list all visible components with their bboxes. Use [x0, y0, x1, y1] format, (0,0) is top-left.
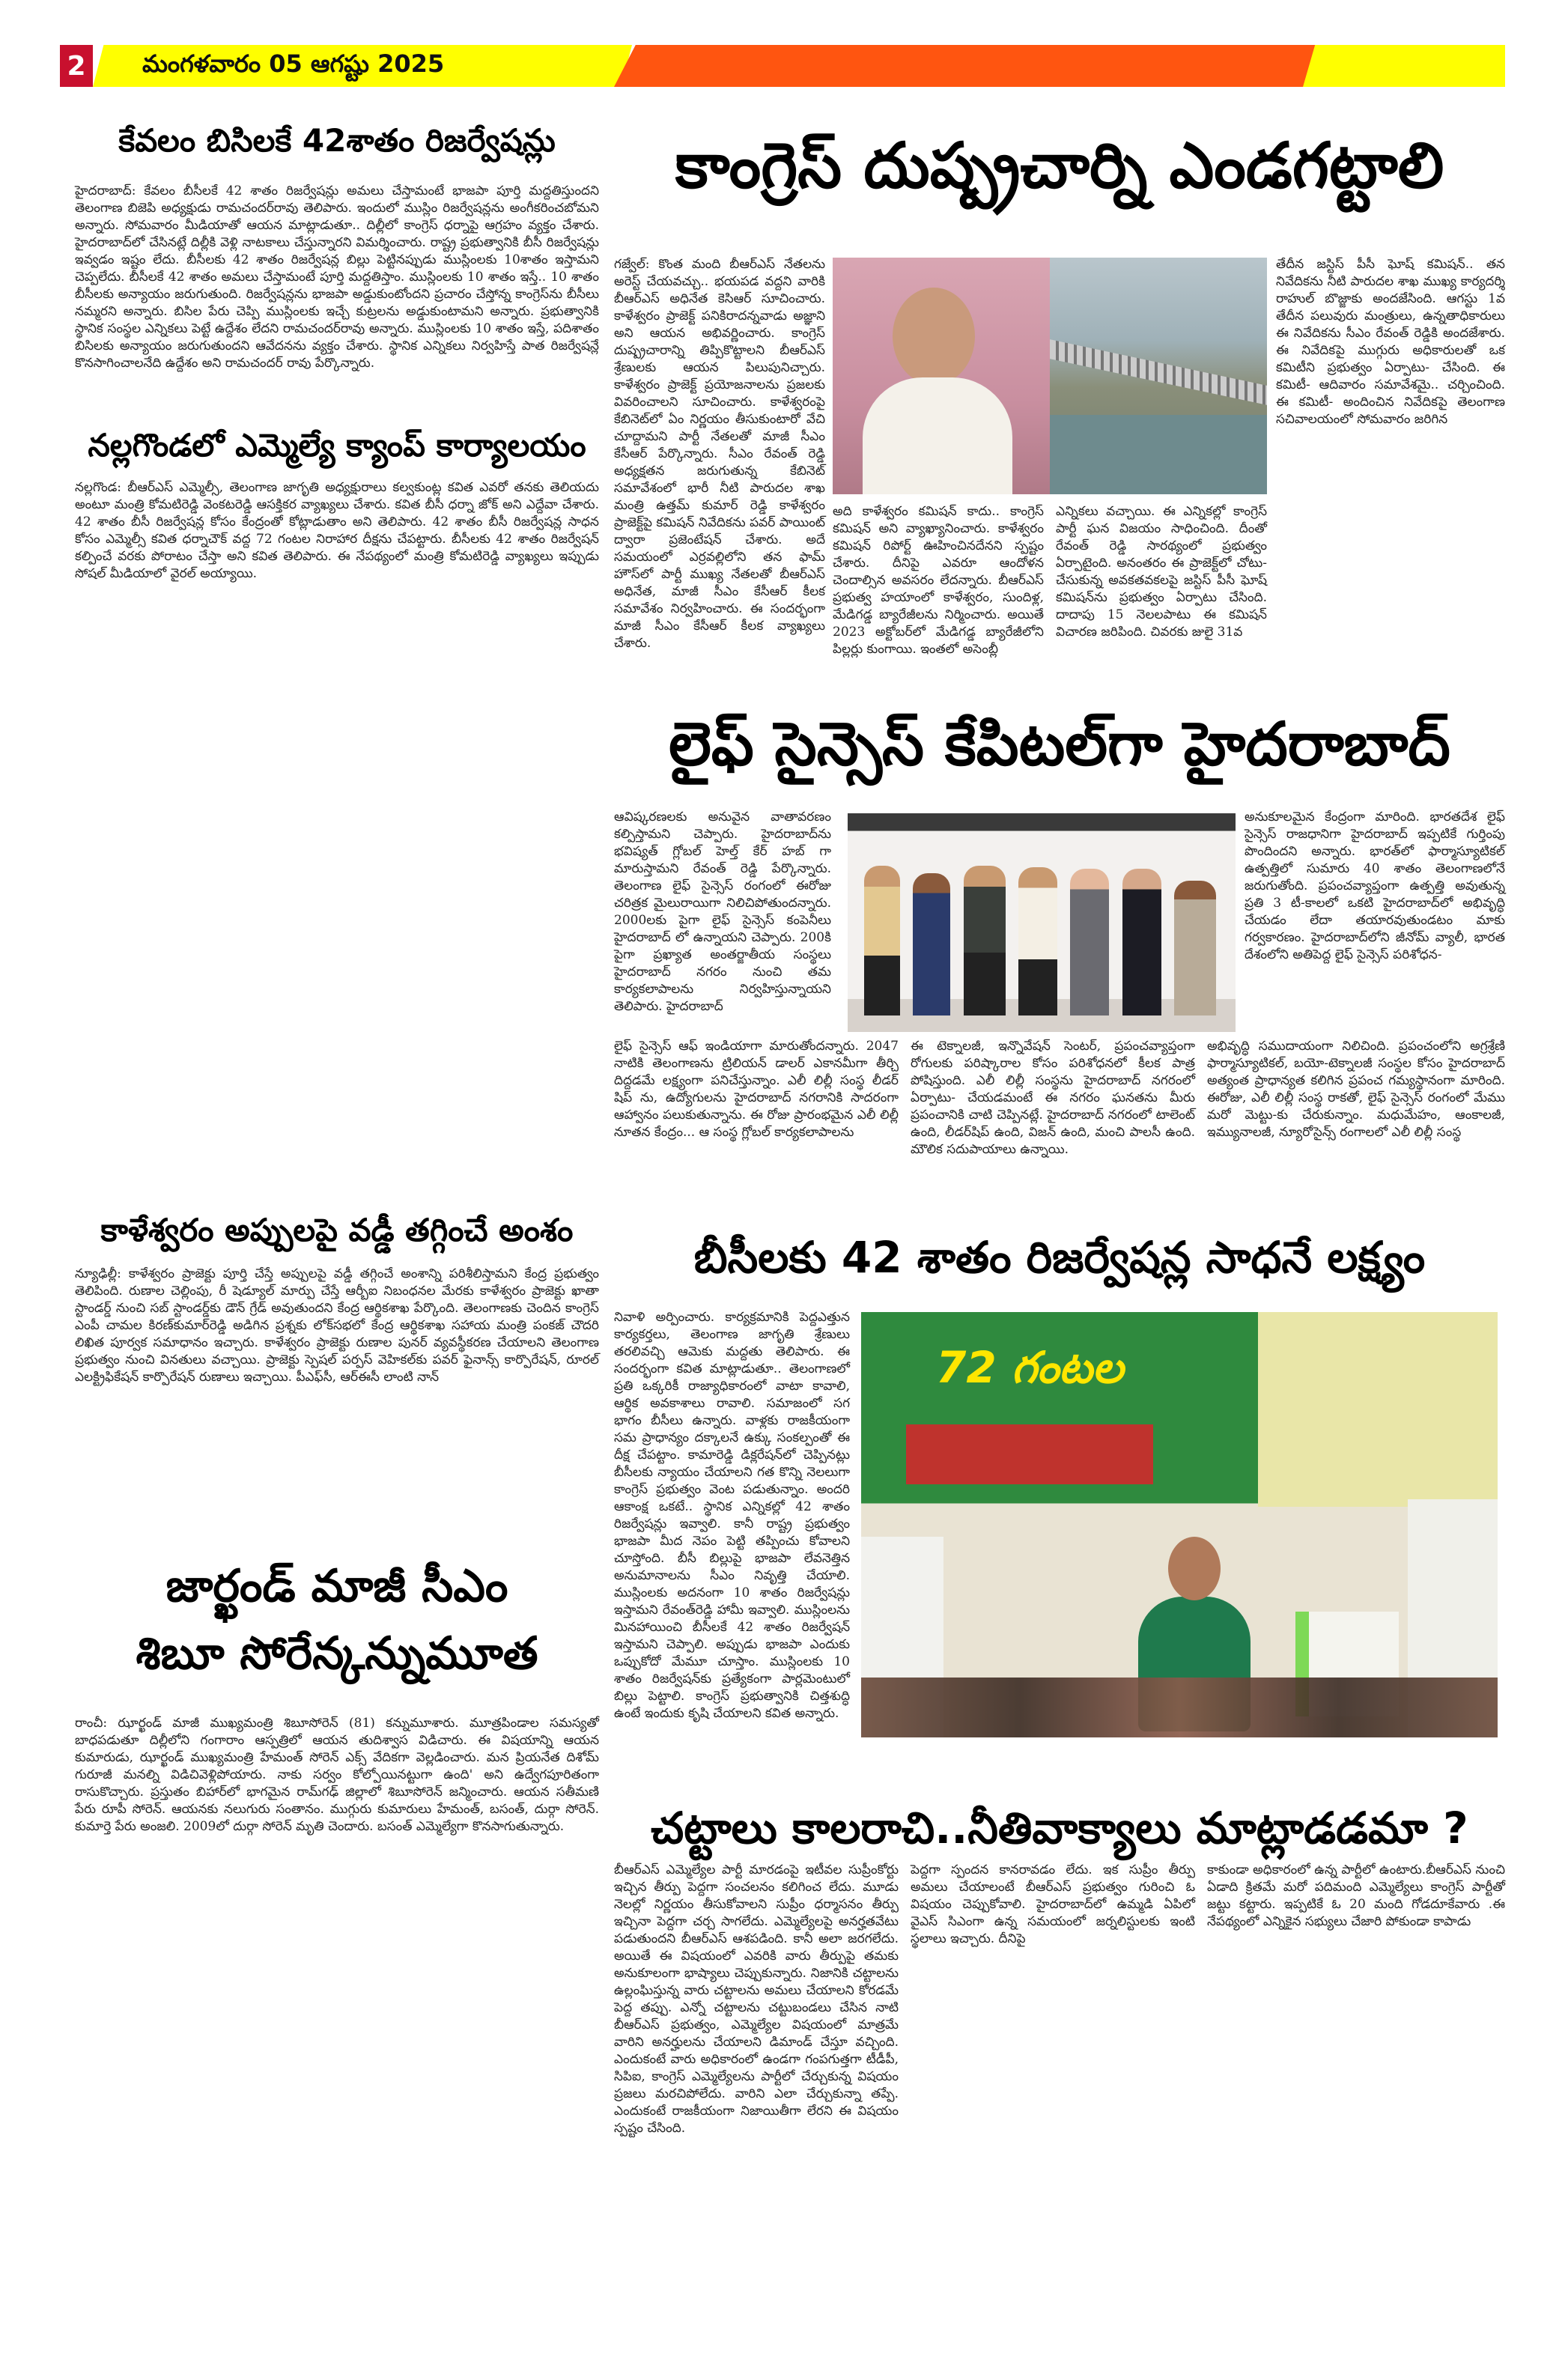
article-body-nalgonda: నల్లగొండ: బీఆర్ఎస్ ఎమ్మెల్సీ, తెలంగాణ జాగృతి అధ్యక్షురాలు కల్వకుంట్ల కవిత ఎవరో తనకు తెలియదు అంటూ మంత్రి కోమటిరెడ్డి వెంకటరెడ్డి ఆసక్తికర వ్యాఖ్యలు చేశారు. కవిత బీసీ ధర్నా జోక్ అని ఎద్దేవా చేశారు. 42 శాతం బీసీ రిజర్వేషన్ల కోసం కేంద్రంతో కోట్లాడుతాం అని తెలిపారు. 42 శాతం బీసీ రిజర్వేషన్ల సాధన కోసం ఎమ్మెల్సీ కవిత ధర్నాచౌక్ వద్ద 72 గంటల నిరాహార దీక్షను చేపట్టారు. బీసీలకు 42 శాతం రిజర్వేషన్ కల్పించే వరకు పోరాటం చేస్తా అని కవిత తెలిపారు. ఈ నేపథ్యంలో మంత్రి కోమటిరెడ్డి వ్యాఖ్యలు ఇప్పుడు సోషల్ మీడియాలో వైరల్ అయ్యాయి. — [75, 480, 599, 581]
congress-col-3: ఎన్నికలు వచ్చాయి. ఈ ఎన్నికల్లో కాంగ్రెస్ పార్టీ ఘన విజయం సాధించింది. దీంతో రేవంత్ రెడ్డి సారథ్యంలో ప్రభుత్వం ఏర్పాటైంది. అనంతరం ఈ ప్రాజెక్ట్‌లో చోటు- చేసుకున్న అవకతవకలపై జస్టిస్ పీసీ ఘోష్ కమిషన్‌ను ప్రభుత్వం ఏర్పాటు చేసింది. దాదాపు 15 నెలలపాటు ఈ కమిషన్ విచారణ జరిపింది. చివరకు జులై 31వ — [1056, 504, 1267, 640]
photo-banner-text: 72 గంటల — [936, 1342, 1124, 1393]
photo-kavitha-hunger-strike — [861, 1312, 1498, 1737]
headline-life-sciences: లైఫ్ సైన్సెస్ కేపిటల్‌గా హైదరాబాద్ — [669, 709, 1450, 779]
photo-group-of-dignitaries — [864, 851, 1216, 1015]
photo-medigadda-barrage — [1050, 258, 1267, 494]
article-body-shibu-soren: రాంచీ: ఝార్ఖండ్ మాజీ ముఖ్యమంత్రి శిబూసోరెన్ (81) కన్నుమూశారు. మూత్రపిండాల సమస్యతో బాధపడుతూ దిల్లీలోని గంగారాం ఆస్పత్రిలో ఆయన తుదిశ్వాస విడిచారు. ఈ విషయాన్ని ఆయన కుమారుడు, ఝార్ఖండ్ ముఖ్యమంత్రి హేమంత్ సోరెన్ ఎక్స్ వేదికగా వెల్లడించారు. మన ప్రియనేత దిశోమ్ గురూజీ మనల్ని విడిచివెళ్లిపోయారు. నాకు సర్వం కోల్పోయినట్టుగా ఉంది' అని ఉద్వేగపూరితంగా రాసుకొచ్చారు. ప్రస్తుతం బిహార్‌లో భాగమైన రామ్‌గఢ్ జిల్లాలో శిబూసోరెన్ జన్మించారు. ఆయన సతీమణి పేరు రూపీ సోరెన్. ఆయనకు నలుగురు సంతానం. ముగ్గురు కుమారులు హేమంత్, బసంత్, దుర్గా సోరెన్. కుమార్తె పేరు అంజలి. 2009లో దుర్గా సోరెన్ మృతి చెందారు. బసంత్ ఎమ్మెల్యేగా కొనసాగుతున్నారు. — [75, 1716, 599, 1834]
life-sciences-col-1: ఆవిష్కరణలకు అనువైన వాతావరణం కల్పిస్తామని చెప్పారు. హైదరాబాద్‌ను భవిష్యత్ గ్లోబల్ హెల్త్ కేర్ హబ్ గా మారుస్తామని రేవంత్ రెడ్డి పేర్కొన్నారు. తెలంగాణ లైఫ్ సైన్సెస్ రంగంలో ఈరోజు చరిత్రక మైలురాయిగా నిలిచిపోతుందన్నారు. 2000లకు పైగా లైఫ్ సైన్సెస్ కంపెనీలు హైదరాబాద్ లో ఉన్నాయని చెప్పారు. 200కి పైగా ప్రఖ్యాత అంతర్జాతీయ సంస్థలు హైదరాబాద్ నగరం నుంచి తమ కార్యకలాపాలను నిర్వహిస్తున్నాయని తెలిపారు. హైదరాబాద్ — [614, 810, 831, 1014]
laws-col-1: బీఆర్ఎస్ ఎమ్మెల్యేల పార్టీ మారడంపై ఇటీవల సుప్రీంకోర్టు ఇచ్చిన తీర్పు పెద్దగా సంచలనం కలిగించ లేదు. మూడు నెలల్లో నిర్ణయం తీసుకోవాలని సుప్రీం ధర్మాసనం తీర్పు ఇచ్చినా పెద్దగా చర్చ సాగలేదు. ఎమ్మెల్యేలపై అనర్హతవేటు పడుతుందని బీఆర్ఎస్ ఆశపడింది. కానీ అలా జరగలేదు. అయితే ఈ విషయంలో ఎవరికి వారు తీర్పుపై తమకు అనుకూలంగా భాష్యాలు చెప్పుకున్నారు. నిజానికి చట్టాలను ఉల్లంఘిస్తున్న వారు చట్టాలను అమలు చేయాలని కోరడమే పెద్ద తప్పు. ఎన్నో చట్టాలను చట్టుబండలు చేసిన నాటి బీఆర్ఎస్ ప్రభుత్వం, ఎమ్మెల్యేల విషయంలో మాత్రమే వారిని అనర్హులను చేయాలని డిమాండ్ చేస్తూ వచ్చింది. ఎందుకంటే వారు అధికారంలో ఉండగా గంపగుత్తగా టీడీపీ, సిపిఐ, కాంగ్రెస్ ఎమ్మెల్యేలను పార్టీలో చేర్చుకున్న విషయం ప్రజలు మరచిపోలేదు. వారిని ఎలా చేర్చుకున్నా తప్పే. ఎందుకంటే రాజకీయంగా నిజాయితీగా లేరని ఈ విషయం స్పష్టం చేసింది. — [614, 1862, 899, 2136]
life-sciences-col-a: లైఫ్ సైన్సెస్ ఆఫ్ ఇండియాగా మారుతోందన్నారు. 2047 నాటికి తెలంగాణను ట్రిలియన్ డాలర్ ఎకానమీగా తీర్చి దిద్దడమే లక్ష్యంగా పనిచేస్తున్నాం. ఎలీ లిల్లీ సంస్థ లీడర్ షిప్ ను, ఉద్యోగులను హైదరాబాద్ నగరానికి సాదరంగా ఆహ్వానం పలుకుతున్నాను. ఈ రోజు ప్రారంభమైన ఎలీ లిల్లీ నూతన కేంద్రం... ఆ సంస్థ గ్లోబల్ కార్యకలాపాలను — [614, 1039, 899, 1140]
photo-kcr-barrage — [833, 258, 1267, 494]
article-body-kaleshwaram-interest: న్యూఢిల్లీ: కాళేశ్వరం ప్రాజెక్టు పూర్తి చేస్తే అప్పులపై వడ్డీ తగ్గించే అంశాన్ని పరిశీలిస్తామని కేంద్ర ప్రభుత్వం తెలిపింది. రుణాల చెల్లింపు, రీ షెడ్యూల్ మార్పు చేస్తే ఆర్బీఐ నిబంధనల మేరకు కాళేశ్వరం ప్రాజెక్టు ఖాతా స్టాండర్డ్ నుంచి సబ్ స్టాండర్డ్‌కు డౌన్ గ్రేడ్ అవుతుందని కేంద్ర ఆర్థికశాఖ పేర్కొంది. తెలంగాణకు చెందిన కాంగ్రెస్ ఎంపీ చామల కిరణ్‌కుమార్‌రెడ్డి అడిగిన ప్రశ్నకు లోక్‌సభలో కేంద్ర ఆర్థికశాఖ సహాయ మంత్రి పంకజ్ చౌదరి లిఖిత పూర్వక సమాధానం ఇచ్చారు. కాళేశ్వరం ప్రాజెక్టు రుణాల పునర్ వ్యవస్థీకరణ చేయాలని తెలంగాణ ప్రభుత్వం నుంచి వినతులు వచ్చాయి. ప్రాజెక్టు స్పెషల్ పర్పస్ వెహికల్‌కు పవర్ ఫైనాన్స్ కార్పొరేషన్, రూరల్ ఎలక్ట్రిఫికేషన్ కార్పొరేషన్ రుణాలు ఇచ్చాయి. పీఎఫ్‌సీ, ఆర్ఈసీ లాంటి నాన్ — [75, 1266, 599, 1385]
article-body-bc-target: నివాళి అర్పించారు. కార్యక్రమానికి పెద్దఎత్తున కార్యకర్తలు, తెలంగాణ జాగృతి శ్రేణులు తరలివచ్చి ఆమెకు మద్దతు తెలిపారు. ఈ సందర్భంగా కవిత మాట్లాడుతూ.. తెలంగాణలో ప్రతి ఒక్కరికీ రాజ్యాధికారంలో వాటా కావాలి, ఆర్థిక అవకాశాలు రావాలి. సమాజంలో సగ భాగం బీసీలు ఉన్నారు. వాళ్లకు రాజకీయంగా సమ ప్రాధాన్యం దక్కాలనే ఉక్కు సంకల్పంతో ఈ దీక్ష చేపట్టాం. కామారెడ్డి డిక్లరేషన్‌లో చెప్పినట్లు బీసీలకు న్యాయం చేయాలని గత కొన్ని నెలలుగా కాంగ్రెస్ ప్రభుత్వం వెంట పడుతున్నాం. అందరి ఆకాంక్ష ఒకటే.. స్థానిక ఎన్నికల్లో 42 శాతం రిజర్వేషన్లు ఇవ్వాలి. కానీ రాష్ట్ర ప్రభుత్వం భాజపా మీద నెపం పెట్టి తప్పించు కోవాలని చూస్తోంది. బీసీ బిల్లుపై భాజపా లేవనెత్తిన అనుమానాలను సీఎం నివృత్తి చేయాలి. ముస్లింలకు అదనంగా 10 శాతం రిజర్వేషన్లు ఇస్తామని రేవంత్‌రెడ్డి హామీ ఇవ్వాలి. ముస్లింలను మినహాయించి బీసీలకే 42 శాతం రిజర్వేషన్ ఇస్తామని చెప్పాలి. అప్పుడు భాజపా ఎందుకు ఒప్పుకోదో మేమూ చూస్తాం. ముస్లింలకు 10 శాతం రిజర్వేషన్‌కు ప్రత్యేకంగా పార్లమెంటులో బిల్లు పెట్టాలి. కాంగ్రెస్ ప్రభుత్వానికి చిత్తశుద్ధి ఉంటే ఇందుకు కృషి చేయాలని కవిత అన్నారు. — [614, 1310, 850, 1721]
page-number: 2 — [60, 45, 93, 87]
photo-kcr-portrait — [833, 258, 1050, 494]
headline-bc-target: బీసీలకు 42 శాతం రిజర్వేషన్ల సాధనే లక్ష్యం — [693, 1232, 1426, 1283]
headline-bc-reservations: కేవలం బిసిలకే 42శాతం రిజర్వేషన్లు — [118, 122, 556, 159]
photo-eli-lilly-event — [848, 813, 1236, 1032]
congress-col-2: అది కాళేశ్వరం కమిషన్ కాదు.. కాంగ్రెస్ కమిషన్ అని వ్యాఖ్యానించారు. కాళేశ్వరం కమిషన్ రిపోర్ట్ ఊహించినదేనని స్పష్టం చేశారు. దీనిపై ఎవరూ ఆందోళన చెందాల్సిన అవసరం లేదన్నారు. బీఆర్ఎస్ ప్రభుత్వ హయాంలో కాళేశ్వరం, సుందిళ్ల, మేడిగడ్డ బ్యారేజీలను నిర్మించారు. అయితే 2023 అక్టోబర్‌లో మేడిగడ్డ బ్యారేజీలోని పిల్లర్లు కుంగాయి. ఇంతలో అసెంబ్లీ — [833, 504, 1044, 657]
laws-col-3: కాకుండా అధికారంలో ఉన్న పార్టీలో ఉంటారు.బీఆర్ఎస్ నుంచి ఏడాది క్రితమే మరో పదిమంది ఎమ్మెల్యేలు కాంగ్రెస్ పార్టీతో జట్టు కట్టారు. ఇప్పటికే ఓ 20 మంది గోడదూకేవారు .ఈ నేపథ్యంలో ఎన్నికైన సభ్యులు చేజారి పోకుండా కాపాడు — [1207, 1862, 1505, 1929]
congress-col-1: గజ్వేల్: కొంత మంది బీఆర్ఎస్ నేతలను అరెస్ట్ చేయవచ్చు.. భయపడ వద్దని వారికి బీఆర్ఎస్ అధినేత కెసిఆర్ సూచించారు. కాళేశ్వరం ప్రాజెక్ట్ పనికిరాదన్నవాడు అజ్ఞాని అని ఆయన అభివర్ణించారు. కాంగ్రెస్ దుష్ప్రచారాన్ని తిప్పికొట్టాలని బీఆర్ఎస్ శ్రేణులకు ఆయన పిలుపునిచ్చారు. కాళేశ్వరం ప్రాజెక్ట్ ప్రయోజనాలను ప్రజలకు వివరించాలని సూచించారు. కాళేశ్వరంపై కేబినెట్‌లో ఏం నిర్ణయం తీసుకుంటారో వేచి చూద్దామని పార్టీ నేతలతో మాజీ సీఎం కేసీఆర్ పేర్కొన్నారు. సీఎం రేవంత్ రెడ్డి అధ్యక్షతన జరుగుతున్న కేబినెట్ సమావేశంలో భారీ నీటి పారుదల శాఖ మంత్రి ఉత్తమ్ కుమార్ రెడ్డి కాళేశ్వరం ప్రాజెక్ట్‌పై కమిషన్ నివేదికను పవర్ పాయింట్ ద్వారా ప్రజెంటేషన్ చేశారు. అదే సమయంలో ఎర్రవల్లిలోని తన ఫామ్ హౌస్‌లో పార్టీ ముఖ్య నేతలతో బీఆర్ఎస్ అధినేత, మాజీ సీఎం కేసీఆర్ కీలక సమావేశం నిర్వహించారు. ఈ సందర్భంగా మాజీ సీఎం కేసీఆర్ కీలక వ్యాఖ్యలు చేశారు. — [614, 257, 825, 651]
headline-shibu-soren-line1: జార్ఖండ్ మాజీ సీఎం — [165, 1560, 508, 1612]
headline-shibu-soren-line2: శిబూ సోరేన్కన్నుమూత — [136, 1627, 538, 1680]
page-header-band — [60, 45, 1505, 87]
headline-nalgonda: నల్లగొండలో ఎమ్మెల్యే క్యాంప్ కార్యాలయం — [88, 427, 586, 464]
congress-col-4: తేదీన జస్టిస్ పీసీ ఘోష్ కమిషన్.. తన నివేదికను నీటి పారుదల శాఖ ముఖ్య కార్యదర్శి రాహుల్ బొజ్జాకు అందజేసింది. ఆగస్టు 1వ తేదీన పలువురు మంత్రులు, ఉన్నతాధికారులు ఈ నివేదికను సీఎం రేవంత్ రెడ్డికి అందజేశారు. ఈ నివేదికపై ముగ్గురు అధికారులతో ఒక కమిటీని ప్రభుత్వం ఏర్పాటు- చేసింది. ఈ కమిటీ- ఆదివారం సమావేశమై.. చర్చించింది. ఈ కమిటీ- అందించిన నివేదికపై తెలంగాణ సచివాలయంలో సోమవారం జరిగిన — [1276, 257, 1505, 427]
article-body-bc-reservations: హైదరాబాద్: కేవలం బీసీలకే 42 శాతం రిజర్వేషన్లు అమలు చేస్తామంటే భాజపా పూర్తి మద్దతిస్తుందని తెలంగాణ బిజెపి అధ్యక్షుడు రామచందర్‌రావు తెలిపారు. ఇందులో ముస్లిం రిజర్వేషన్లను అంగీకరించబోమని అన్నారు. సోమవారం మీడియాతో ఆయన మాట్లాడుతూ.. దిల్లీలో కాంగ్రెస్ ధర్నాపై ఆగ్రహం వ్యక్తం చేశారు. హైదరాబాద్‌లో చేసినట్లే దిల్లీకి వెళ్లి నాటకాలు చేస్తున్నారని విమర్శించారు. రాష్ట్ర ప్రభుత్వానికి బీసీ రిజర్వేషన్లు ఇవ్వడం ఇష్టం లేదు. బీసీలకు 42 శాతం రిజర్వేషన్ల బిల్లు పెట్టినప్పుడు ముస్లింలకు 10శాతం ఇస్తామని చెప్పలేదు. బీసీలకే 42 శాతం అమలు చేస్తామంటే పూర్తి మద్దతిస్తాం. ముస్లింలకు 10 శాతం ఇస్తే.. 10 శాతం బీసీలకు అన్యాయం జరుగుతుంది. రిజర్వేషన్లను భాజపా అడ్డుకుంటోందని ప్రచారం చేస్తోన్న కాంగ్రెస్‌ను బీసీలు నమ్మరని అన్నారు. బిసిల పేరు చెప్పి ముస్లింలకు ఇచ్చే కుట్రలను అడ్డుకుంటామని అన్నారు. ప్రభుత్వానికి స్థానిక సంస్థల ఎన్నికలు పెట్టే ఉద్దేశం లేదని రామచందర్‌రావు అన్నారు. ముస్లింలకు 10 శాతం ఇస్తే, పదిశాతం బిసిలకు అన్యాయం జరుగుతుందని ఆవేదనను వ్యక్తం చేశారు. స్థానిక ఎన్నికలు నిర్వహిస్తే పాత రిజర్వేషన్లే కొనసాగించాలనేది ఉద్దేశం అని రామచందర్ రావు పేర్కొన్నారు. — [75, 183, 599, 371]
laws-col-2: పెద్దగా స్పందన కానరావడం లేదు. ఇక సుప్రీం తీర్పు అమలు చేయాలంటే బీఆర్ఎస్ ప్రభుత్వం గురించి ఓ విషయం చెప్పుకోవాలి. హైదరాబాద్‌లో ఉమ్మడి ఏపిలో వైఎస్ సిఎంగా ఉన్న సమయంలో జర్నలిస్టులకు ఇంటి స్థలాలు ఇచ్చారు. దీనిపై — [911, 1862, 1195, 1946]
header-yellow-strip-right — [1303, 45, 1505, 87]
headline-congress: కాంగ్రెస్ దుష్ప్రచార్ని ఎండగట్టాలి — [675, 129, 1444, 202]
header-orange-strip — [614, 45, 1333, 87]
headline-laws-opinion: చట్టాలు కాలరాచి..నీతివాక్యాలు మాట్లాడడమా ? — [651, 1803, 1468, 1854]
life-sciences-col-b: ఈ టెక్నాలజీ, ఇన్నొవేషన్ సెంటర్, ప్రపంచవ్యాప్తంగా రోగులకు పరిష్కారాల కోసం పరిశోధనలో కీలక పాత్ర పోషిస్తుంది. ఎలీ లిల్లీ సంస్థను హైదరాబాద్ నగరంలో ఏర్పాటు- చేయడమంటే ఈ నగరం ఘనతను మీరు ప్రపంచానికి చాటి చెప్పినట్లే. హైదరాబాద్ నగరంలో టాలెంట్ ఉంది, లీడర్‌షిప్ ఉంది, విజన్ ఉంది, మంచి పాలసీ ఉంది. మౌలిక సదుపాయాలు ఉన్నాయి. — [911, 1039, 1195, 1157]
issue-date: మంగళవారం 05 ఆగష్టు 2025 — [142, 49, 445, 78]
life-sciences-col-right: అనుకూలమైన కేంద్రంగా మారింది. భారతదేశ లైఫ్ సైన్సెస్ రాజధానిగా హైదరాబాద్ ఇప్పటికే గుర్తింపు పొందిందని అన్నారు. భారత్‌లో ఫార్మాస్యూటికల్ ఉత్పత్తిలో సుమారు 40 శాతం తెలంగాణలోనే జరుగుతోంది. ప్రపంచవ్యాప్తంగా ఉత్పత్తి అవుతున్న ప్రతి 3 టీ-కాలలో ఒకటి హైదరాబాద్‌లో అభివృద్ధి చేయడం లేదా తయారవుతుండటం మాకు గర్వకారణం. హైదరాబాద్‌లోని జీనోమ్ వ్యాలీ, భారత దేశంలోని అతిపెద్ద లైఫ్ సైన్సెస్ పరిశోధన- — [1245, 810, 1505, 962]
life-sciences-col-c: అభివృద్ధి సముదాయంగా నిలిచింది. ప్రపంచంలోని అగ్రశ్రేణి ఫార్మాస్యూటికల్, బయో-టెక్నాలజీ సంస్థల కోసం హైదరాబాద్ అత్యంత ప్రాధాన్యత కలిగిన ప్రపంచ గమ్యస్థానంగా మారింది. ఈరోజు, ఎలీ లిల్లీ సంస్థ రాకతో, లైఫ్ సైన్సెస్ రంగంలో మేము మరో మెట్టు-కు చేరుకున్నాం. మధుమేహం, ఆంకాలజీ, ఇమ్యునాలజీ, న్యూరోసైన్స్ రంగాలలో ఎలీ లిల్లీ సంస్థ — [1207, 1039, 1505, 1140]
headline-kaleshwaram-interest: కాళేశ్వరం అప్పులపై వడ్డీ తగ్గించే అంశం — [100, 1212, 574, 1248]
